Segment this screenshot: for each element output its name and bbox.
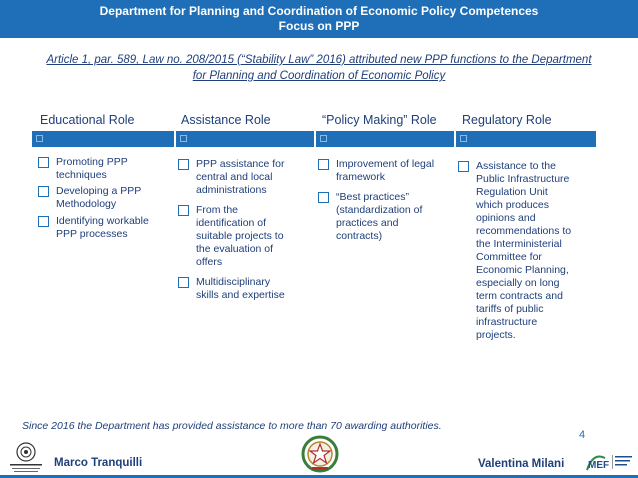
footer-note: Since 2016 the Department has provided assistance to more than 70 awarding authorities.: [22, 420, 442, 432]
list-item: Improvement of legal framework: [318, 158, 434, 184]
legal-basis-text: [8, 52, 630, 84]
checkbox-square-icon: [38, 186, 49, 197]
checkbox-square-icon: [458, 161, 469, 172]
department-logo-icon: [6, 440, 46, 474]
column-bar-regulatory: [456, 131, 596, 147]
checkbox-square-icon: [318, 192, 329, 203]
page-number: 4: [579, 429, 586, 441]
column-title-educational: Educational Role: [40, 113, 135, 127]
mef-logo-icon: [585, 450, 635, 474]
presenter-name-left: Marco Tranquilli: [54, 457, 143, 469]
list-item: Multidisciplinary skills and expertise: [178, 276, 285, 302]
column-title-policy-making: “Policy Making” Role: [322, 113, 437, 127]
legal-basis-line-2: for Planning and Coordination of Economic Policy: [192, 70, 446, 82]
mef-logo-text: MEF: [588, 460, 610, 471]
list-item: Developing a PPP Methodology: [38, 185, 141, 211]
column-bar-policy-making: [316, 131, 454, 147]
header-title: Department for Planning and Coordination of Economic Policy Competences: [99, 4, 539, 18]
list-item: Assistance to the Public Infrastructure Regulation Unit which produces opinions and recommendations to the Interministerial Committee for Economic Planning, especially on long term contracts and tariffs of public infrastructure projects.: [458, 160, 571, 342]
list-item: Promoting PPP techniques: [38, 156, 128, 182]
checkbox-square-icon: [178, 205, 189, 216]
presenter-name-right: Valentina Milani: [478, 458, 565, 470]
bar-square-icon: [460, 135, 467, 142]
column-title-assistance: Assistance Role: [181, 113, 271, 127]
column-bar-educational: [32, 131, 174, 147]
bar-square-icon: [320, 135, 327, 142]
column-bar-assistance: [176, 131, 314, 147]
legal-basis-line-1: Article 1, par. 589, Law no. 208/2015 (“Stability Law” 2016) attributed new PPP functions to the Department: [46, 54, 592, 66]
italian-emblem-icon: [300, 434, 340, 474]
checkbox-square-icon: [178, 277, 189, 288]
header-banner: [0, 0, 638, 38]
bar-square-icon: [36, 135, 43, 142]
checkbox-square-icon: [318, 159, 329, 170]
list-item: “Best practices” (standardization of practices and contracts): [318, 191, 422, 243]
list-item: Identifying workable PPP processes: [38, 215, 149, 241]
bar-square-icon: [180, 135, 187, 142]
header-subtitle: Focus on PPP: [278, 19, 360, 33]
list-item: From the identification of suitable projects to the evaluation of offers: [178, 204, 284, 269]
list-item: PPP assistance for central and local administrations: [178, 158, 285, 197]
checkbox-square-icon: [178, 159, 189, 170]
checkbox-square-icon: [38, 157, 49, 168]
checkbox-square-icon: [38, 216, 49, 227]
column-title-regulatory: Regulatory Role: [462, 113, 552, 127]
